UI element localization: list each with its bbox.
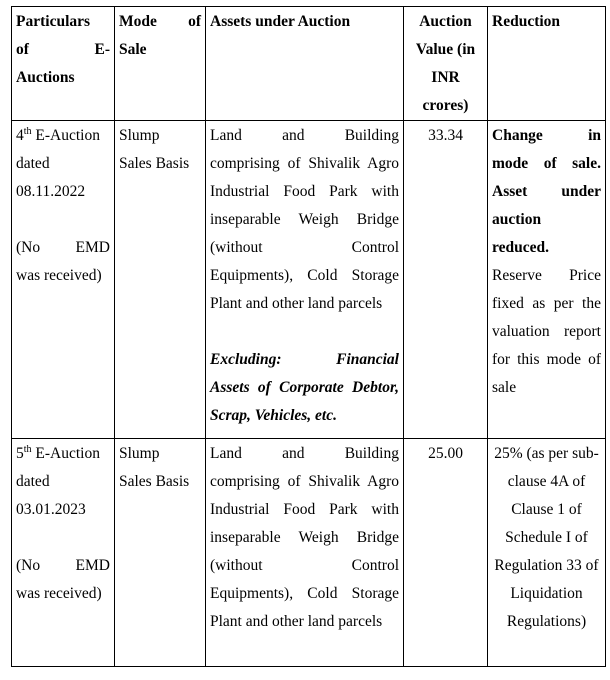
auction-title xyxy=(16,122,110,150)
reduction-first-line xyxy=(492,122,601,150)
emd-word-emd: EMD xyxy=(75,239,110,256)
header-particulars-line-2 xyxy=(16,36,110,64)
header-particulars-word-of: of xyxy=(16,41,29,58)
assets-word-and: and xyxy=(282,445,305,462)
header-mode-word-of: of xyxy=(188,13,201,30)
header-value xyxy=(404,7,488,121)
header-particulars-line-1: Particulars xyxy=(16,13,91,30)
assets-first-line xyxy=(210,440,399,468)
header-assets: Assets under Auction xyxy=(206,7,404,121)
header-value-line-1: Auction xyxy=(419,13,472,30)
header-particulars xyxy=(12,7,115,121)
emd-word-no: (No xyxy=(16,239,41,256)
auction-label: E-Auction xyxy=(31,445,100,462)
assets-description: comprising of Shivalik Agro Industrial Food Park with inseparable Weigh Bridge (without Control Equipments), Cold Storage Plant and other land parcels xyxy=(210,155,399,312)
header-row xyxy=(12,7,606,121)
header-particulars-line-3: Auctions xyxy=(16,69,75,86)
particulars-cell xyxy=(12,439,115,667)
header-mode-word-mode: Mode xyxy=(119,13,157,30)
assets-cell xyxy=(206,121,404,439)
auction-number: 5 xyxy=(16,445,24,462)
reduction-normal-text: Reserve Price fixed as per the valuation report for this mode of sale xyxy=(492,267,601,396)
header-value-line-2: Value (in xyxy=(415,41,476,58)
emd-word-no: (No xyxy=(16,557,41,574)
header-mode-line-1 xyxy=(119,8,201,36)
auction-label: E-Auction xyxy=(31,127,100,144)
reduction-cell xyxy=(488,121,606,439)
mode-cell xyxy=(115,121,206,439)
assets-word-building: Building xyxy=(344,127,399,144)
mode-line-2: Sales Basis xyxy=(119,473,190,490)
assets-word-and: and xyxy=(282,127,305,144)
header-particulars-word-e: E- xyxy=(94,41,110,58)
table-row xyxy=(12,121,606,439)
auction-date: 03.01.2023 xyxy=(16,501,86,518)
auction-date: 08.11.2022 xyxy=(16,183,86,200)
emd-received: was received) xyxy=(16,267,102,284)
excluding-word-financial: Financial xyxy=(336,351,399,368)
auction-dated: dated xyxy=(16,473,50,490)
reduction-bold-text: mode of sale. Asset under auction reduced. xyxy=(492,155,601,256)
auction-value-cell: 33.34 xyxy=(404,121,488,439)
auction-title xyxy=(16,440,110,468)
assets-cell xyxy=(206,439,404,667)
assets-word-land: Land xyxy=(210,445,242,462)
emd-line xyxy=(16,552,110,580)
excluding-description: Assets of Corporate Debtor, Scrap, Vehicles, etc. xyxy=(210,379,399,424)
mode-line-1: Slump xyxy=(119,445,160,462)
header-value-line-3: INR xyxy=(431,69,460,86)
header-value-line-4: crores) xyxy=(422,97,469,114)
header-mode xyxy=(115,7,206,121)
assets-description: comprising of Shivalik Agro Industrial Food Park with inseparable Weigh Bridge (without Control Equipments), Cold Storage Plant and other land parcels xyxy=(210,473,399,630)
mode-line-2: Sales Basis xyxy=(119,155,190,172)
excluding-label: Excluding: xyxy=(210,351,282,368)
particulars-cell xyxy=(12,121,115,439)
auction-table xyxy=(11,6,606,667)
reduction-cell: 25% (as per sub-clause 4A of Clause 1 of Schedule I of Regulation 33 of Liquidation Regulations) xyxy=(488,439,606,667)
mode-line-1: Slump xyxy=(119,127,160,144)
auction-dated: dated xyxy=(16,155,50,172)
header-mode-line-2: Sale xyxy=(119,41,147,58)
auction-value-cell: 25.00 xyxy=(404,439,488,667)
auction-number-suffix: th xyxy=(23,444,32,455)
header-reduction: Reduction xyxy=(488,7,606,121)
emd-line xyxy=(16,234,110,262)
assets-word-land: Land xyxy=(210,127,242,144)
assets-first-line xyxy=(210,122,399,150)
excluding-first-line xyxy=(210,346,399,374)
assets-word-building: Building xyxy=(344,445,399,462)
mode-cell xyxy=(115,439,206,667)
reduction-word-change: Change xyxy=(492,127,543,144)
auction-number: 4 xyxy=(16,127,24,144)
emd-received: was received) xyxy=(16,585,102,602)
emd-word-emd: EMD xyxy=(75,557,110,574)
auction-number-suffix: th xyxy=(23,126,32,137)
table-row xyxy=(12,439,606,667)
reduction-word-in: in xyxy=(588,127,601,144)
